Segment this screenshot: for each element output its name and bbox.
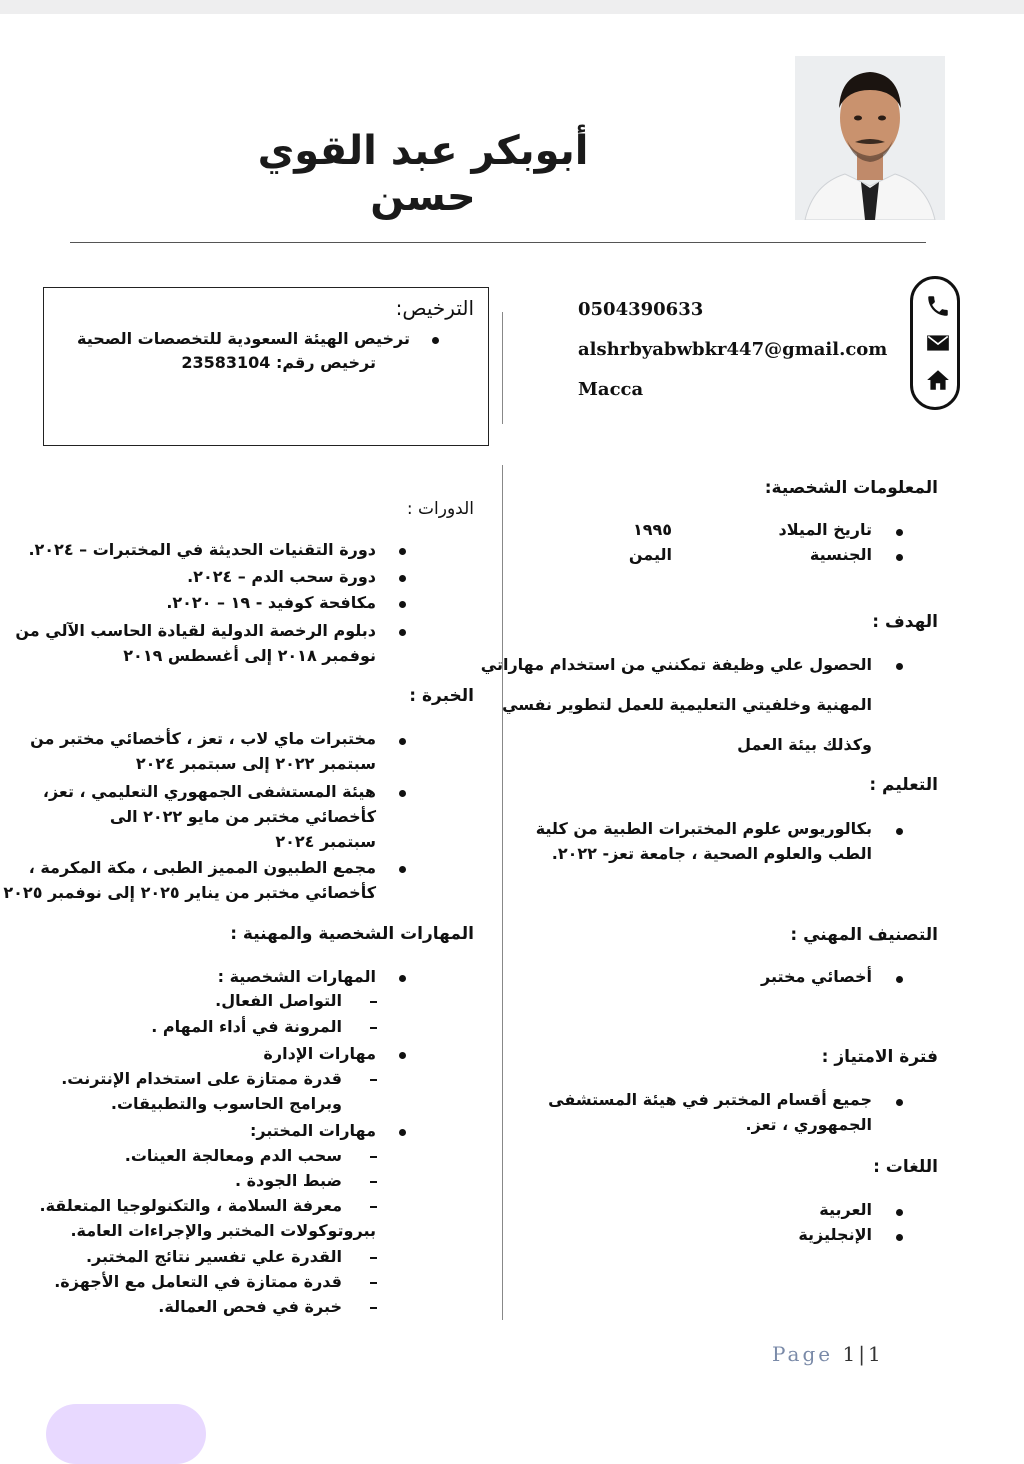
bullet	[399, 790, 406, 797]
header-divider	[70, 242, 926, 243]
goal-line-2: المهنية وخلفيتي التعليمية للعمل لتطوير نفسي	[502, 695, 872, 714]
goal-title: الهدف :	[872, 612, 938, 632]
internship-title: فترة الامتياز :	[821, 1047, 938, 1067]
classification-item: أخصائي مختبر	[760, 967, 872, 986]
birth-label: تاريخ الميلاد	[778, 520, 872, 539]
bullet	[399, 629, 406, 636]
bullet	[896, 1234, 903, 1241]
dash	[370, 1206, 377, 1208]
skill-item: المرونة في أداء المهام .	[151, 1017, 342, 1036]
experience-line: مختبرات ماي لاب ، تعز ، كأخصائي مختبر من	[30, 729, 376, 748]
course-item: دبلوم الرخصة الدولية لقيادة الحاسب الآلي من	[15, 621, 376, 640]
courses-title: الدورات :	[406, 499, 474, 519]
skills-lab-title: مهارات المختبر:	[250, 1121, 376, 1140]
email-icon	[925, 330, 951, 356]
bullet	[399, 1052, 406, 1059]
bullet	[399, 601, 406, 608]
contact-city: Macca	[578, 379, 644, 400]
language-item: الإنجليزية	[798, 1225, 872, 1244]
internship-line-1: جميع أقسام المختبر في هيئة المستشفى	[548, 1090, 872, 1109]
languages-title: اللغات :	[873, 1157, 938, 1177]
bullet	[399, 548, 406, 555]
bullet	[896, 1209, 903, 1216]
dash	[370, 1156, 377, 1158]
goal-line-1: الحصول علي وظيفة تمكنني من استخدام مهاراتي	[480, 655, 872, 674]
dash	[370, 1181, 377, 1183]
bullet	[399, 738, 406, 745]
bullet	[896, 1099, 903, 1106]
profile-photo	[795, 56, 945, 220]
birth-value: ١٩٩٥	[632, 520, 672, 539]
classification-title: التصنيف المهني :	[790, 925, 938, 945]
bullet	[399, 866, 406, 873]
bullet	[896, 554, 903, 561]
floating-action-blob[interactable]	[46, 1404, 206, 1464]
page-current: 1	[842, 1342, 859, 1366]
skill-item: معرفة السلامة ، والتكنولوجيا المتعلقة.	[39, 1196, 342, 1215]
bullet	[896, 663, 903, 670]
experience-line: سبتمبر ٢٠٢٢ إلى سبتمبر ٢٠٢٤	[135, 754, 376, 773]
course-item: دورة سحب الدم – ٢٠٢٤.	[187, 567, 376, 586]
experience-line: كأخصائي مختبر من يناير ٢٠٢٥ إلى نوفمبر ٢٠٢٥	[3, 883, 376, 902]
language-item: العربية	[819, 1200, 872, 1219]
course-item: نوفمبر ٢٠١٨ إلى أغسطس ٢٠١٩	[123, 646, 376, 665]
skill-item: ضبط الجودة .	[234, 1171, 342, 1190]
education-line-2: الطب والعلوم الصحية ، جامعة تعز- ٢٠٢٢.	[551, 844, 872, 863]
bullet	[896, 828, 903, 835]
dash	[370, 1001, 377, 1003]
contact-icons	[910, 276, 960, 410]
page-total: 1	[867, 1342, 884, 1366]
education-line-1: بكالوريوس علوم المختبرات الطبية من كلية	[535, 819, 872, 838]
dash	[370, 1079, 377, 1081]
skill-item: ببروتوكولات المختبر والإجراءات العامة.	[70, 1221, 376, 1240]
skills-mgmt-title: مهارات الإدارة	[263, 1044, 376, 1063]
bullet	[399, 975, 406, 982]
experience-line: هيئة المستشفى الجمهوري التعليمي ، تعز،	[42, 782, 376, 801]
experience-title: الخبرة :	[409, 686, 474, 706]
license-line-2: ترخيص رقم: 23583104	[181, 353, 376, 372]
license-title: الترخيص:	[395, 296, 474, 320]
skill-item: قدرة ممتازة في التعامل مع الأجهزة.	[54, 1272, 342, 1291]
page-word: Page	[772, 1342, 834, 1366]
skills-personal-title: المهارات الشخصية :	[217, 967, 376, 986]
dash	[370, 1282, 377, 1284]
bullet	[432, 337, 439, 344]
personal-info-title: المعلومات الشخصية:	[764, 478, 938, 498]
column-divider	[502, 312, 503, 424]
experience-line: مجمع الطبيون المميز الطبى ، مكة المكرمة ،	[28, 858, 376, 877]
bullet	[399, 575, 406, 582]
column-divider	[502, 465, 503, 1320]
home-icon	[925, 367, 951, 393]
experience-line: سبتمبر ٢٠٢٤	[275, 832, 376, 851]
skill-item: القدرة علي تفسير نتائج المختبر.	[85, 1247, 342, 1266]
skill-item: خبرة في فحص العمالة.	[158, 1297, 342, 1316]
course-item: مكافحة كوفيد - ١٩ – ٢٠٢٠.	[166, 593, 376, 612]
bullet	[399, 1129, 406, 1136]
top-bar	[0, 0, 1024, 14]
bullet	[896, 976, 903, 983]
experience-line: كأخصائي مختبر من مايو ٢٠٢٢ الى	[109, 807, 376, 826]
nationality-label: الجنسية	[809, 545, 872, 564]
dash	[370, 1257, 377, 1259]
goal-line-3: وكذلك بيئة العمل	[737, 735, 872, 754]
dash	[370, 1027, 377, 1029]
course-item: دورة التقنيات الحديثة في المختبرات – ٢٠٢٤.	[28, 540, 376, 559]
internship-line-2: الجمهوري ، تعز.	[745, 1115, 872, 1134]
bullet	[896, 529, 903, 536]
skill-item: سحب الدم ومعالجة العينات.	[124, 1146, 342, 1165]
skill-item: قدرة ممتازة على استخدام الإنترنت.	[61, 1069, 342, 1088]
license-line-1: ترخيص الهيئة السعودية للتخصصات الصحية	[77, 329, 410, 348]
contact-email: alshrbyabwbkr447@gmail.com	[578, 339, 888, 360]
candidate-name: أبوبكر عبد القوي حسن	[257, 128, 589, 220]
dash	[370, 1307, 377, 1309]
skill-item: التواصل الفعال.	[215, 991, 342, 1010]
nationality-value: اليمن	[628, 545, 672, 564]
education-title: التعليم :	[869, 775, 938, 795]
page-number: Page 1|1	[772, 1342, 884, 1366]
skill-item: وبرامج الحاسوب والتطبيقات.	[110, 1094, 342, 1113]
contact-phone: 0504390633	[578, 299, 704, 320]
skills-title: المهارات الشخصية والمهنية :	[230, 924, 474, 944]
phone-icon	[925, 293, 951, 319]
